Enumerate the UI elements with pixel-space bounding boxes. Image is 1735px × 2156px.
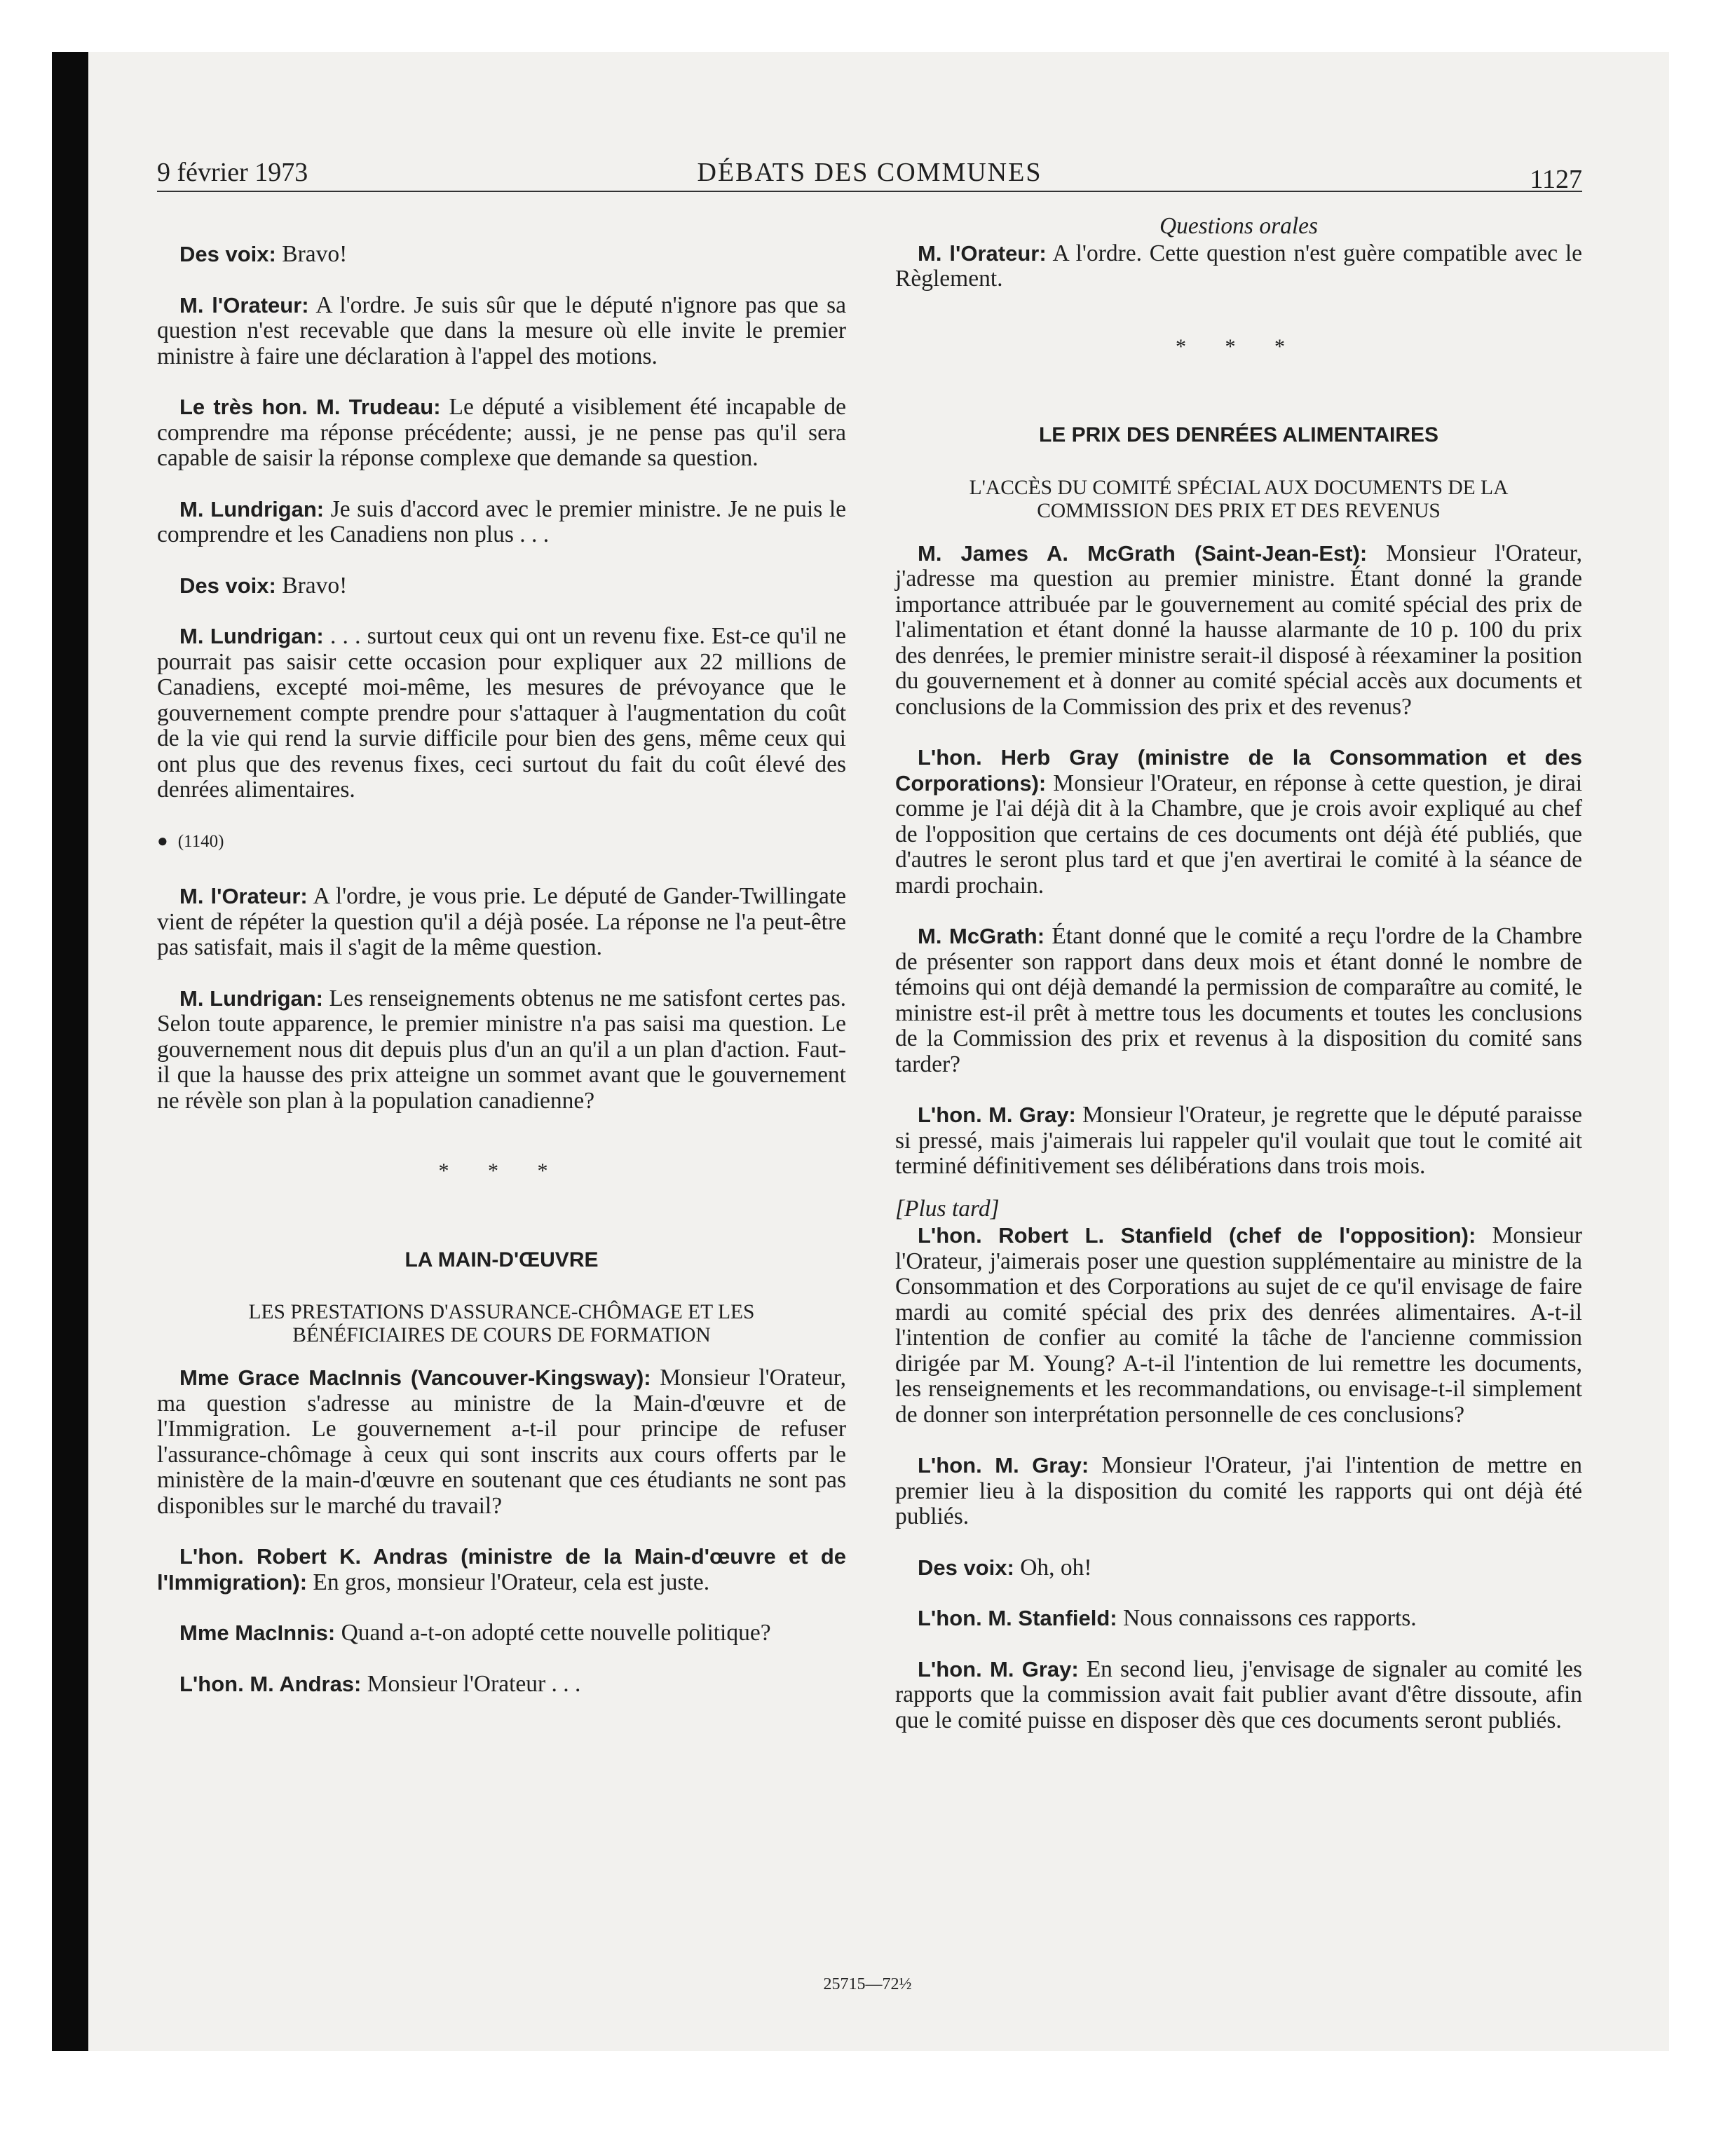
speech-text: Le député a visiblement été incapable de comprendre ma réponse précédente; aussi, je ne pense pas qu'il sera capable de saisir la réponse complexe que demande sa question. xyxy=(157,394,846,471)
speech-text: Monsieur l'Orateur, en réponse à cette question, je dirai comme je l'ai déjà dit à la Chambre, que je crois avoir expliqué au chef de l'opposition que certains de ces documents ont déjà été publiés, que d'autres le seront plus tard et que j'en avertirai le comité à la séance de mardi prochain. xyxy=(895,770,1582,899)
speaker: L'hon. Robert L. Stanfield (chef de l'opposition): xyxy=(918,1223,1476,1248)
section-title: Questions orales xyxy=(1159,213,1319,239)
speaker: L'hon. Herb Gray (ministre de la Consommation et des Corporations): xyxy=(895,745,1582,796)
speaker: Des voix: xyxy=(918,1555,1014,1580)
right-column xyxy=(895,214,1582,1759)
speaker: M. Lundrigan: xyxy=(179,985,324,1011)
speech xyxy=(895,745,1582,899)
speech-text: A l'ordre. Je suis sûr que le député n'ignore pas que sa question n'est recevable que dans la mesure où elle invite le premier ministre à faire une déclaration à l'appel des motions. xyxy=(157,292,847,369)
section-subheading: LES PRESTATIONS D'ASSURANCE-CHÔMAGE ET LES BÉNÉFICIAIRES DE COURS DE FORMATION xyxy=(248,1301,755,1346)
speech xyxy=(157,242,846,268)
speaker: L'hon. M. Stanfield: xyxy=(918,1606,1117,1630)
speech xyxy=(157,1365,846,1519)
speech xyxy=(895,1555,1582,1581)
section-heading: LA MAIN-D'ŒUVRE xyxy=(404,1248,599,1271)
speaker: M. l'Orateur: xyxy=(918,240,1047,266)
section-subheading: L'ACCÈS DU COMITÉ SPÉCIAL AUX DOCUMENTS DE LA COMMISSION DES PRIX ET DES REVENUS xyxy=(969,476,1509,522)
speech xyxy=(157,624,846,803)
speaker: M. l'Orateur: xyxy=(179,884,308,908)
left-column xyxy=(157,242,846,1722)
speech-text: Oh, oh! xyxy=(1014,1554,1092,1581)
speaker: Des voix: xyxy=(179,573,276,598)
speech-text: Monsieur l'Orateur, ma question s'adresse au ministre de la Main-d'œuvre et de l'Immigration. Le gouvernement a-t-il pour principe de refuser l'assurance-chômage à ceux qui sont inscrits aux cours offerts par le ministère de la main-d'œuvre en soutenant que ces étudiants ne sont pas disponibles sur le marché du travail? xyxy=(157,1365,846,1519)
speaker: M. James A. McGrath (Saint-Jean-Est): xyxy=(918,540,1368,566)
speech xyxy=(157,293,846,370)
time-marker-text: (1140) xyxy=(177,831,224,851)
section-separator: * * * xyxy=(438,1159,565,1182)
page-number: 1127 xyxy=(1530,165,1582,194)
speaker: Mme MacInnis: xyxy=(179,1621,336,1645)
speech-text: Monsieur l'Orateur . . . xyxy=(361,1670,581,1697)
speech-text: Étant donné que le comité a reçu l'ordre de la Chambre de présenter son rapport dans deux mois et étant donné le nombre de témoins qui ont déjà demandé la permission de comparaître au comité, le ministre est-il prêt à mettre tous les documents et toutes les conclusions de la Commission des prix et revenus à la disposition du comité sans tarder? xyxy=(895,923,1582,1077)
speech-text: En gros, monsieur l'Orateur, cela est juste. xyxy=(307,1569,710,1595)
speech xyxy=(157,986,846,1114)
speech-text: Quand a-t-on adopté cette nouvelle politique? xyxy=(335,1620,771,1646)
speaker: Mme Grace MacInnis (Vancouver-Kingsway): xyxy=(179,1365,651,1390)
speaker: Le très hon. M. Trudeau: xyxy=(179,395,441,419)
header-title: DÉBATS DES COMMUNES xyxy=(697,158,1042,187)
speech-text: . . . surtout ceux qui ont un revenu fixe. Est-ce qu'il ne pourrait pas saisir cette occasion pour expliquer aux 22 millions de Canadiens, excepté moi-même, les mesures de prévoyance que le gouvernement compte prendre pour s'attaquer à l'augmentation du coût de la vie qui rend la survie difficile pour bien des gens, même ceux qui ont plus que des revenus fixes, ceci surtout du fait du coût élevé des denrées alimentaires. xyxy=(157,623,847,803)
speech xyxy=(157,573,846,599)
speaker: M. l'Orateur: xyxy=(179,292,309,318)
time-marker xyxy=(157,828,846,855)
section-heading: LE PRIX DES DENRÉES ALIMENTAIRES xyxy=(1038,423,1439,446)
speech xyxy=(157,1672,846,1698)
speech xyxy=(895,1223,1582,1428)
speech-text: Monsieur l'Orateur, j'ai l'intention de mettre en premier lieu à la disposition du comité les rapports qui ont déjà été publiés. xyxy=(895,1452,1582,1529)
header-date: 9 février 1973 xyxy=(157,158,308,187)
speech-text: Monsieur l'Orateur, je regrette que le député paraisse si pressé, mais j'aimerais lui rappeler qu'il voulait que tout le comité ait terminé définitivement ses délibérations dans trois mois. xyxy=(895,1102,1582,1179)
speech-text: Je suis d'accord avec le premier ministre. Je ne puis le comprendre et les Canadiens non plus . . . xyxy=(157,496,847,547)
speech-text: En second lieu, j'envisage de signaler au comité les rapports que la commission avait fait publier avant d'être dissoute, afin que le comité puisse en disposer dès que ces documents seront publiés. xyxy=(895,1656,1583,1733)
print-code: 25715—72½ xyxy=(823,1975,912,1993)
speech-text: Les renseignements obtenus ne me satisfont certes pas. Selon toute apparence, le premier ministre n'a pas saisi ma question. Le gouvernement nous dit depuis plus d'un an qu'il a un plan d'action. Faut-il que la hausse des prix atteigne un sommet avant que le gouvernement ne révèle son plan à la population canadienne? xyxy=(157,985,846,1114)
speech xyxy=(895,541,1582,721)
speech-text: Bravo! xyxy=(275,241,348,267)
bullet-icon: ● xyxy=(157,830,168,851)
speech xyxy=(895,1657,1582,1734)
speech-text: Monsieur l'Orateur, j'adresse ma question au premier ministre. Étant donné la grande importance attribuée par le gouvernement au comité spécial des prix de l'alimentation et étant donné la hausse alarmante de 10 p. 100 du prix des denrées, le premier ministre serait-il disposé à réexaminer la position du gouvernement et à donner au comité spécial accès aux documents et conclusions de la Commission des prix et des revenus? xyxy=(895,540,1582,720)
scan-binding-edge xyxy=(52,52,88,2051)
speaker: L'hon. M. Gray: xyxy=(918,1103,1076,1127)
speech xyxy=(895,1103,1582,1180)
speech xyxy=(895,241,1582,292)
speech xyxy=(157,884,846,961)
speech-text: A l'ordre, je vous prie. Le député de Gander-Twillingate vient de répéter la question qu'il a déjà posée. La réponse ne l'a peut-être pas satisfait, mais il s'agit de la même question. xyxy=(157,883,846,960)
speaker: Des voix: xyxy=(179,242,276,266)
speech-text: Nous connaissons ces rapports. xyxy=(1117,1605,1417,1631)
speech-text: Bravo! xyxy=(275,572,348,599)
speech-text: Monsieur l'Orateur, j'aimerais poser une question supplémentaire au ministre de la Consommation et des Corporations au sujet de ce qu'il envisage de faire mardi au comité spécial des prix des denrées alimentaires. A-t-il l'intention de confier au comité la tâche de l'ancienne commission dirigée par M. Young? A-t-il l'intention de lui remettre les documents, les renseignements et les recommandations, ou envisage-t-il simplement de donner son interprétation personnelle de ces conclusions? xyxy=(895,1222,1582,1428)
speaker: M. Lundrigan: xyxy=(179,496,325,521)
section-separator: * * * xyxy=(1176,334,1302,358)
speaker: L'hon. Robert K. Andras (ministre de la Main-d'œuvre et de l'Immigration): xyxy=(157,1544,846,1595)
speaker: L'hon. M. Gray: xyxy=(918,1453,1089,1478)
speech xyxy=(895,924,1582,1077)
speech xyxy=(157,1621,846,1646)
speech-text: A l'ordre. Cette question n'est guère compatible avec le Règlement. xyxy=(895,240,1583,292)
speaker: L'hon. M. Gray: xyxy=(918,1656,1079,1681)
speaker: M. Lundrigan: xyxy=(179,624,324,648)
speech xyxy=(157,395,846,472)
speaker: L'hon. M. Andras: xyxy=(179,1671,362,1696)
speech xyxy=(895,1453,1582,1530)
later-note xyxy=(895,1196,1582,1222)
speech xyxy=(157,1544,846,1595)
speech xyxy=(157,497,846,548)
later-note-text: [Plus tard] xyxy=(895,1195,1000,1222)
speaker: M. McGrath: xyxy=(918,924,1045,948)
speech xyxy=(895,1606,1582,1632)
running-header xyxy=(157,149,1582,192)
